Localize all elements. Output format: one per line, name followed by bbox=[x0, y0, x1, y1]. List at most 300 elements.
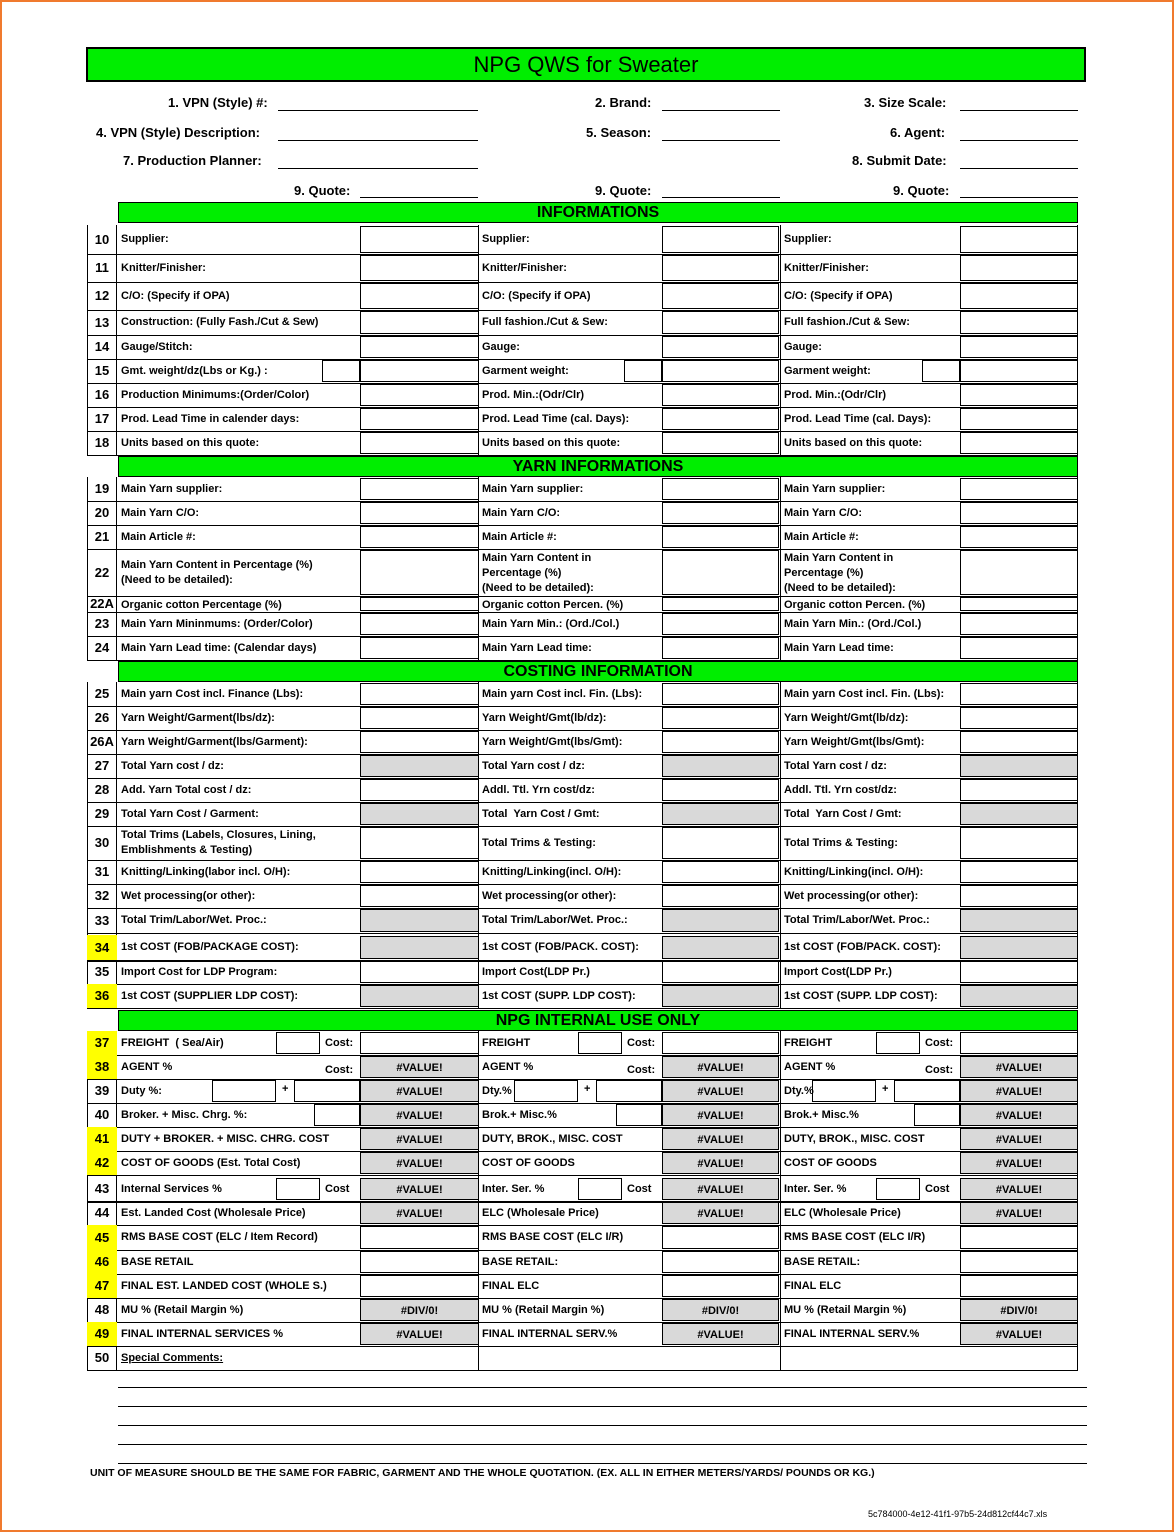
row-label: Main Yarn Content in Percentage (%) (Need to be detailed): bbox=[121, 558, 313, 586]
input-cell[interactable] bbox=[360, 432, 479, 454]
row-number: 14 bbox=[94, 339, 110, 354]
cost-label: Cost: bbox=[627, 1037, 656, 1049]
input-cell[interactable] bbox=[360, 707, 479, 729]
input-cell[interactable] bbox=[960, 432, 1078, 454]
row-label: Garment weight: bbox=[482, 364, 569, 377]
row-number: 47 bbox=[87, 1274, 117, 1298]
unit-input-cell[interactable] bbox=[922, 360, 960, 382]
formula-result-cell: #DIV/0! bbox=[662, 1299, 779, 1321]
row-label: Total Yarn Cost / Gmt: bbox=[784, 807, 902, 820]
row-number: 29 bbox=[94, 806, 110, 821]
input-cell[interactable] bbox=[662, 360, 779, 382]
duty-input-cell[interactable] bbox=[514, 1080, 578, 1102]
row-label: Main Article #: bbox=[784, 530, 859, 543]
formula-result-cell: #VALUE! bbox=[960, 1178, 1078, 1200]
input-cell[interactable] bbox=[360, 502, 479, 524]
input-cell[interactable] bbox=[960, 1032, 1078, 1054]
row-label: Total Trim/Labor/Wet. Proc.: bbox=[482, 914, 628, 926]
input-cell[interactable] bbox=[662, 336, 779, 358]
row-label: Total Yarn cost / dz: bbox=[482, 759, 585, 772]
row-label: Garment weight: bbox=[784, 364, 871, 377]
input-cell[interactable] bbox=[360, 637, 479, 659]
input-cell[interactable] bbox=[662, 637, 779, 659]
row-border bbox=[87, 525, 1078, 526]
input-cell[interactable] bbox=[360, 360, 479, 382]
row-label: C/O: (Specify if OPA) bbox=[482, 289, 591, 302]
row-number: 23 bbox=[94, 616, 110, 631]
formula-result-cell: #VALUE! bbox=[960, 1104, 1078, 1126]
row-label: Est. Landed Cost (Wholesale Price) bbox=[121, 1206, 306, 1219]
input-cell[interactable] bbox=[662, 707, 779, 729]
duty-extra-cell[interactable] bbox=[294, 1080, 360, 1102]
row-border bbox=[87, 1274, 1078, 1275]
row-border bbox=[87, 860, 1078, 861]
input-cell[interactable] bbox=[662, 597, 779, 611]
row-label: Total Trim/Labor/Wet. Proc.: bbox=[121, 914, 267, 926]
row-label: Yarn Weight/Gmt(lbs/Gmt): bbox=[482, 735, 623, 748]
input-cell[interactable] bbox=[662, 613, 779, 635]
broker-input-cell[interactable] bbox=[914, 1104, 960, 1126]
row-border bbox=[87, 1346, 1078, 1347]
row-label: 1st COST (SUPP. LDP COST): bbox=[784, 989, 938, 1002]
row-label: Main Article #: bbox=[121, 530, 196, 543]
row-border bbox=[87, 933, 1078, 934]
row-label: Gauge: bbox=[784, 340, 822, 353]
percent-input-cell[interactable] bbox=[578, 1032, 622, 1054]
input-cell[interactable] bbox=[662, 861, 779, 883]
row-label: Wet processing(or other): bbox=[121, 889, 256, 902]
comment-line[interactable] bbox=[118, 1463, 1087, 1464]
cost-label: Cost bbox=[627, 1183, 652, 1195]
cost-label: Cost: bbox=[925, 1064, 954, 1076]
row-number: 25 bbox=[94, 686, 110, 701]
input-cell[interactable] bbox=[960, 613, 1078, 635]
row-label: Main Yarn Content in Percentage (%) (Need to be detailed): bbox=[784, 552, 896, 594]
input-cell[interactable] bbox=[960, 827, 1078, 859]
row-number: 15 bbox=[94, 363, 110, 378]
input-cell[interactable] bbox=[662, 1032, 779, 1054]
row-label: FINAL INTERNAL SERV.% bbox=[482, 1327, 618, 1340]
row-label: DUTY + BROKER. + MISC. CHRG. COST bbox=[121, 1132, 330, 1145]
row-label: Internal Services % bbox=[121, 1182, 222, 1195]
cost-label: Cost bbox=[325, 1183, 350, 1195]
row-label: FREIGHT bbox=[784, 1036, 833, 1049]
row-label: Dty.% bbox=[784, 1084, 814, 1097]
form-title: NPG QWS for Sweater bbox=[86, 47, 1086, 82]
input-cell[interactable] bbox=[960, 408, 1078, 430]
input-cell[interactable] bbox=[960, 779, 1078, 801]
input-cell[interactable] bbox=[960, 597, 1078, 611]
row-label: Add. Yarn Total cost / dz: bbox=[121, 783, 252, 796]
row-border bbox=[87, 549, 1078, 550]
row-label: Inter. Ser. % bbox=[784, 1182, 847, 1195]
duty-extra-cell[interactable] bbox=[894, 1080, 960, 1102]
submit-date-label: 8. Submit Date: bbox=[852, 153, 947, 168]
input-cell[interactable] bbox=[662, 683, 779, 705]
row-label: Total Trims & Testing: bbox=[482, 836, 596, 849]
row-border bbox=[87, 754, 1078, 755]
row-label: Organic cotton Percen. (%) bbox=[482, 599, 624, 611]
row-border bbox=[87, 282, 1078, 283]
formula-result-cell: #VALUE! bbox=[960, 1056, 1078, 1078]
row-label: Knitting/Linking(labor incl. O/H): bbox=[121, 865, 291, 878]
formula-result-cell: #VALUE! bbox=[662, 1128, 779, 1150]
input-cell[interactable] bbox=[360, 861, 479, 883]
row-label: Broker. + Misc. Chrg. %: bbox=[121, 1108, 248, 1121]
formula-result-cell: #DIV/0! bbox=[960, 1299, 1078, 1321]
row-label: Total Yarn Cost / Garment: bbox=[121, 807, 259, 820]
row-label: 1st COST (FOB/PACK. COST): bbox=[482, 941, 639, 953]
row-label: Gauge/Stitch: bbox=[121, 340, 193, 353]
input-cell[interactable] bbox=[960, 502, 1078, 524]
input-cell[interactable] bbox=[960, 707, 1078, 729]
formula-result-cell: #VALUE! bbox=[360, 1323, 479, 1345]
row-label: Knitter/Finisher: bbox=[784, 261, 869, 274]
input-cell[interactable] bbox=[360, 255, 479, 281]
comment-line[interactable] bbox=[118, 1425, 1087, 1426]
formula-result-cell: #VALUE! bbox=[960, 1323, 1078, 1345]
formula-result-cell: #VALUE! bbox=[960, 1128, 1078, 1150]
input-cell[interactable] bbox=[360, 226, 479, 253]
input-cell[interactable] bbox=[662, 432, 779, 454]
row-label: Main Yarn C/O: bbox=[482, 506, 561, 519]
input-cell bbox=[360, 936, 479, 959]
input-cell bbox=[960, 909, 1078, 932]
input-cell[interactable] bbox=[360, 961, 479, 983]
row-label: Supplier: bbox=[784, 233, 832, 245]
input-cell[interactable] bbox=[360, 526, 479, 548]
row-border bbox=[87, 310, 1078, 311]
row-border bbox=[87, 455, 1078, 456]
section-internal: NPG INTERNAL USE ONLY bbox=[118, 1010, 1078, 1031]
row-label: Import Cost(LDP Pr.) bbox=[482, 965, 590, 978]
quote-field-2[interactable] bbox=[662, 197, 780, 198]
input-cell[interactable] bbox=[960, 731, 1078, 753]
formula-result-cell: #VALUE! bbox=[360, 1178, 479, 1200]
percent-input-cell[interactable] bbox=[276, 1178, 320, 1200]
row-label: Import Cost for LDP Program: bbox=[121, 965, 278, 978]
input-cell[interactable] bbox=[360, 1275, 479, 1297]
unit-input-cell[interactable] bbox=[624, 360, 662, 382]
row-number: 48 bbox=[94, 1302, 110, 1317]
planner-field[interactable] bbox=[278, 168, 478, 169]
row-label: Total Trims (Labels, Closures, Lining, Emblishments & Testing) bbox=[121, 829, 316, 856]
row-label: Duty %: bbox=[121, 1084, 162, 1097]
row-label: FINAL EST. LANDED COST (WHOLE S.) bbox=[121, 1279, 327, 1292]
row-label: Total Trims & Testing: bbox=[784, 836, 898, 849]
cost-label: Cost: bbox=[325, 1064, 354, 1076]
input-cell[interactable] bbox=[662, 226, 779, 253]
row-number: 38 bbox=[87, 1055, 117, 1079]
row-number: 35 bbox=[94, 964, 110, 979]
cost-label: Cost: bbox=[627, 1064, 656, 1076]
duty-input-cell[interactable] bbox=[212, 1080, 276, 1102]
input-cell[interactable] bbox=[360, 336, 479, 358]
quote-label-3: 9. Quote: bbox=[893, 183, 950, 198]
input-cell bbox=[662, 985, 779, 1007]
submit-date-field[interactable] bbox=[960, 168, 1078, 169]
formula-result-cell: #VALUE! bbox=[662, 1104, 779, 1126]
row-label: 1st COST (FOB/PACK. COST): bbox=[784, 941, 941, 953]
row-label: 1st COST (SUPPLIER LDP COST): bbox=[121, 989, 299, 1002]
planner-label: 7. Production Planner: bbox=[123, 153, 262, 168]
row-label: FINAL ELC bbox=[784, 1279, 842, 1292]
row-label: Total Yarn Cost / Gmt: bbox=[482, 807, 600, 820]
formula-result-cell: #VALUE! bbox=[662, 1080, 779, 1102]
input-cell[interactable] bbox=[662, 550, 779, 595]
row-label: ELC (Wholesale Price) bbox=[784, 1206, 901, 1219]
percent-input-cell[interactable] bbox=[876, 1178, 920, 1200]
comment-line[interactable] bbox=[118, 1406, 1087, 1407]
input-cell[interactable] bbox=[662, 255, 779, 281]
input-cell[interactable] bbox=[960, 1275, 1078, 1297]
input-cell bbox=[360, 909, 479, 932]
input-cell[interactable] bbox=[960, 1226, 1078, 1249]
row-label: Main Yarn Content in Percentage (%) (Need to be detailed): bbox=[482, 552, 594, 594]
broker-input-cell[interactable] bbox=[314, 1104, 360, 1126]
row-label: Units based on this quote: bbox=[482, 436, 621, 449]
row-label: DUTY, BROK., MISC. COST bbox=[784, 1132, 925, 1145]
input-cell[interactable] bbox=[960, 885, 1078, 907]
input-cell[interactable] bbox=[360, 311, 479, 334]
column-divider bbox=[780, 477, 781, 660]
row-label: FINAL INTERNAL SERV.% bbox=[784, 1327, 920, 1340]
input-cell[interactable] bbox=[662, 384, 779, 406]
vpn-style-field[interactable] bbox=[278, 110, 478, 111]
input-cell[interactable] bbox=[960, 526, 1078, 548]
row-label: Construction: (Fully Fash./Cut & Sew) bbox=[121, 316, 319, 328]
input-cell[interactable] bbox=[960, 336, 1078, 358]
input-cell[interactable] bbox=[662, 885, 779, 907]
input-cell[interactable] bbox=[662, 779, 779, 801]
formula-result-cell: #VALUE! bbox=[662, 1323, 779, 1345]
row-border bbox=[87, 407, 1078, 408]
input-cell[interactable] bbox=[960, 226, 1078, 253]
input-cell[interactable] bbox=[960, 683, 1078, 705]
input-cell[interactable] bbox=[662, 1226, 779, 1249]
formula-result-cell: #DIV/0! bbox=[360, 1299, 479, 1321]
row-label: Yarn Weight/Gmt(lb/dz): bbox=[784, 711, 909, 724]
footer-note: UNIT OF MEASURE SHOULD BE THE SAME FOR FABRIC, GARMENT AND THE WHOLE QUOTATION. (EX. ALL IN EITHER METERS/YARDS/ POUNDS OR KG.) bbox=[90, 1467, 875, 1479]
row-number: 36 bbox=[87, 984, 117, 1008]
row-number: 21 bbox=[94, 529, 110, 544]
row-label: Yarn Weight/Gmt(lb/dz): bbox=[482, 711, 607, 724]
input-cell[interactable] bbox=[662, 478, 779, 500]
row-label: Main yarn Cost incl. Fin. (Lbs): bbox=[482, 687, 643, 700]
input-cell[interactable] bbox=[960, 1251, 1078, 1273]
input-cell[interactable] bbox=[360, 1032, 479, 1054]
row-label: AGENT % bbox=[784, 1060, 836, 1073]
input-cell[interactable] bbox=[360, 597, 479, 611]
row-number: 42 bbox=[87, 1151, 117, 1175]
row-number: 18 bbox=[94, 435, 110, 450]
row-label: MU % (Retail Margin %) bbox=[784, 1303, 907, 1316]
row-number: 46 bbox=[87, 1250, 117, 1274]
cost-label: Cost bbox=[925, 1183, 950, 1195]
row-border bbox=[87, 1127, 1078, 1128]
input-cell[interactable] bbox=[960, 637, 1078, 659]
row-label: C/O: (Specify if OPA) bbox=[121, 289, 230, 302]
row-label: Full fashion./Cut & Sew: bbox=[784, 316, 910, 328]
input-cell[interactable] bbox=[360, 550, 479, 595]
row-label: COST OF GOODS (Est. Total Cost) bbox=[121, 1156, 301, 1169]
row-label: Knitting/Linking(incl. O/H): bbox=[482, 865, 622, 878]
row-label: Prod. Lead Time in calender days: bbox=[121, 412, 300, 425]
size-scale-label: 3. Size Scale: bbox=[864, 95, 947, 110]
row-label: Prod. Min.:(Odr/Clr) bbox=[784, 388, 887, 401]
row-label: ELC (Wholesale Price) bbox=[482, 1206, 599, 1219]
quote-field-1[interactable] bbox=[360, 197, 478, 198]
input-cell[interactable] bbox=[662, 731, 779, 753]
input-cell[interactable] bbox=[662, 502, 779, 524]
row-label: Wet processing(or other): bbox=[784, 889, 919, 902]
input-cell[interactable] bbox=[360, 731, 479, 753]
section-yarn: YARN INFORMATIONS bbox=[118, 456, 1078, 477]
row-number: 30 bbox=[94, 835, 110, 850]
cost-label: Cost: bbox=[925, 1037, 954, 1049]
input-cell[interactable] bbox=[662, 827, 779, 859]
row-number: 19 bbox=[94, 481, 110, 496]
row-label: Import Cost(LDP Pr.) bbox=[784, 965, 892, 978]
input-cell[interactable] bbox=[360, 408, 479, 430]
comment-line[interactable] bbox=[118, 1444, 1087, 1445]
row-label: Gauge: bbox=[482, 340, 520, 353]
row-label: Production Minimums:(Order/Color) bbox=[121, 388, 310, 401]
row-label: Full fashion./Cut & Sew: bbox=[482, 316, 608, 328]
input-cell[interactable] bbox=[360, 1226, 479, 1249]
input-cell[interactable] bbox=[662, 311, 779, 334]
row-label: Dty.% bbox=[482, 1084, 512, 1097]
row-label: Special Comments: bbox=[121, 1351, 224, 1364]
input-cell bbox=[662, 803, 779, 825]
input-cell[interactable] bbox=[662, 1251, 779, 1273]
row-label: MU % (Retail Margin %) bbox=[121, 1303, 244, 1316]
row-label: AGENT % bbox=[121, 1060, 173, 1073]
row-number: 39 bbox=[94, 1083, 110, 1098]
row-number: 31 bbox=[94, 864, 110, 879]
input-cell[interactable] bbox=[960, 283, 1078, 309]
vpn-desc-field[interactable] bbox=[278, 140, 478, 141]
input-cell[interactable] bbox=[360, 283, 479, 309]
row-label: BASE RETAIL bbox=[121, 1255, 194, 1268]
row-label: Prod. Lead Time (cal. Days): bbox=[784, 412, 932, 425]
row-label: Total Yarn cost / dz: bbox=[121, 759, 224, 772]
row-border bbox=[87, 826, 1078, 827]
section-informations: INFORMATIONS bbox=[118, 202, 1078, 223]
row-label: Supplier: bbox=[121, 233, 169, 245]
input-cell[interactable] bbox=[360, 683, 479, 705]
input-cell[interactable] bbox=[662, 526, 779, 548]
column-divider bbox=[780, 225, 781, 455]
formula-result-cell: #VALUE! bbox=[360, 1080, 479, 1102]
row-number: 16 bbox=[94, 387, 110, 402]
percent-input-cell[interactable] bbox=[578, 1178, 622, 1200]
duty-input-cell[interactable] bbox=[812, 1080, 876, 1102]
season-field[interactable] bbox=[662, 140, 780, 141]
input-cell[interactable] bbox=[662, 408, 779, 430]
formula-result-cell: #VALUE! bbox=[960, 1080, 1078, 1102]
row-label: FREIGHT ( Sea/Air) bbox=[121, 1036, 224, 1049]
percent-input-cell[interactable] bbox=[276, 1032, 320, 1054]
formula-result-cell: #VALUE! bbox=[960, 1202, 1078, 1224]
row-number: 26 bbox=[94, 710, 110, 725]
agent-field[interactable] bbox=[960, 140, 1078, 141]
input-cell[interactable] bbox=[960, 478, 1078, 500]
row-number: 11 bbox=[95, 260, 109, 275]
size-scale-field[interactable] bbox=[960, 110, 1078, 111]
row-number: 45 bbox=[87, 1225, 117, 1250]
unit-input-cell[interactable] bbox=[322, 360, 360, 382]
input-cell[interactable] bbox=[360, 1251, 479, 1273]
row-label: Brok.+ Misc.% bbox=[784, 1108, 859, 1121]
row-label: Main yarn Cost incl. Finance (Lbs): bbox=[121, 687, 304, 700]
row-label: Yarn Weight/Garment(lbs/Garment): bbox=[121, 735, 308, 748]
row-label: Supplier: bbox=[482, 233, 530, 245]
input-cell[interactable] bbox=[662, 283, 779, 309]
input-cell[interactable] bbox=[960, 255, 1078, 281]
brand-field[interactable] bbox=[662, 110, 780, 111]
cost-label: Cost: bbox=[325, 1037, 354, 1049]
row-label: Organic cotton Percentage (%) bbox=[121, 599, 282, 611]
row-border bbox=[87, 1298, 1078, 1299]
row-number: 27 bbox=[94, 758, 110, 773]
broker-input-cell[interactable] bbox=[616, 1104, 662, 1126]
input-cell[interactable] bbox=[662, 961, 779, 983]
row-label: Wet processing(or other): bbox=[482, 889, 617, 902]
row-label: MU % (Retail Margin %) bbox=[482, 1303, 605, 1316]
input-cell[interactable] bbox=[960, 311, 1078, 334]
input-cell[interactable] bbox=[360, 779, 479, 801]
input-cell[interactable] bbox=[960, 384, 1078, 406]
row-label: RMS BASE COST (ELC I/R) bbox=[784, 1231, 926, 1243]
row-border bbox=[87, 1055, 1078, 1056]
input-cell[interactable] bbox=[360, 478, 479, 500]
file-name: 5c784000-4e12-41f1-97b5-24d812cf44c7.xls bbox=[868, 1509, 1048, 1519]
percent-input-cell[interactable] bbox=[876, 1032, 920, 1054]
input-cell[interactable] bbox=[960, 961, 1078, 983]
row-border bbox=[87, 1175, 1078, 1176]
row-label: Main Article #: bbox=[482, 530, 557, 543]
row-border bbox=[87, 383, 1078, 384]
row-label: BASE RETAIL: bbox=[482, 1255, 559, 1268]
row-label: FINAL ELC bbox=[482, 1279, 540, 1292]
formula-result-cell: #VALUE! bbox=[662, 1056, 779, 1078]
input-cell[interactable] bbox=[960, 550, 1078, 595]
row-label: Main Yarn Mininmums: (Order/Color) bbox=[121, 617, 313, 630]
input-cell[interactable] bbox=[662, 1275, 779, 1297]
row-label: COST OF GOODS bbox=[784, 1156, 877, 1169]
input-cell[interactable] bbox=[360, 613, 479, 635]
duty-extra-cell[interactable] bbox=[596, 1080, 662, 1102]
input-cell bbox=[360, 803, 479, 825]
row-border bbox=[87, 636, 1078, 637]
input-cell[interactable] bbox=[360, 885, 479, 907]
input-cell[interactable] bbox=[360, 384, 479, 406]
row-number: 22 bbox=[94, 565, 110, 580]
plus-sign: + bbox=[282, 1083, 289, 1095]
formula-result-cell: #VALUE! bbox=[662, 1178, 779, 1200]
row-label: Main Yarn Lead time: bbox=[482, 641, 592, 654]
quote-field-3[interactable] bbox=[960, 197, 1078, 198]
input-cell bbox=[960, 803, 1078, 825]
row-number: 50 bbox=[94, 1350, 110, 1365]
input-cell[interactable] bbox=[960, 861, 1078, 883]
brand-label: 2. Brand: bbox=[595, 95, 652, 110]
input-cell[interactable] bbox=[960, 360, 1078, 382]
input-cell[interactable] bbox=[360, 827, 479, 859]
row-label: RMS BASE COST (ELC / Item Record) bbox=[121, 1231, 318, 1243]
comment-line[interactable] bbox=[118, 1387, 1087, 1388]
